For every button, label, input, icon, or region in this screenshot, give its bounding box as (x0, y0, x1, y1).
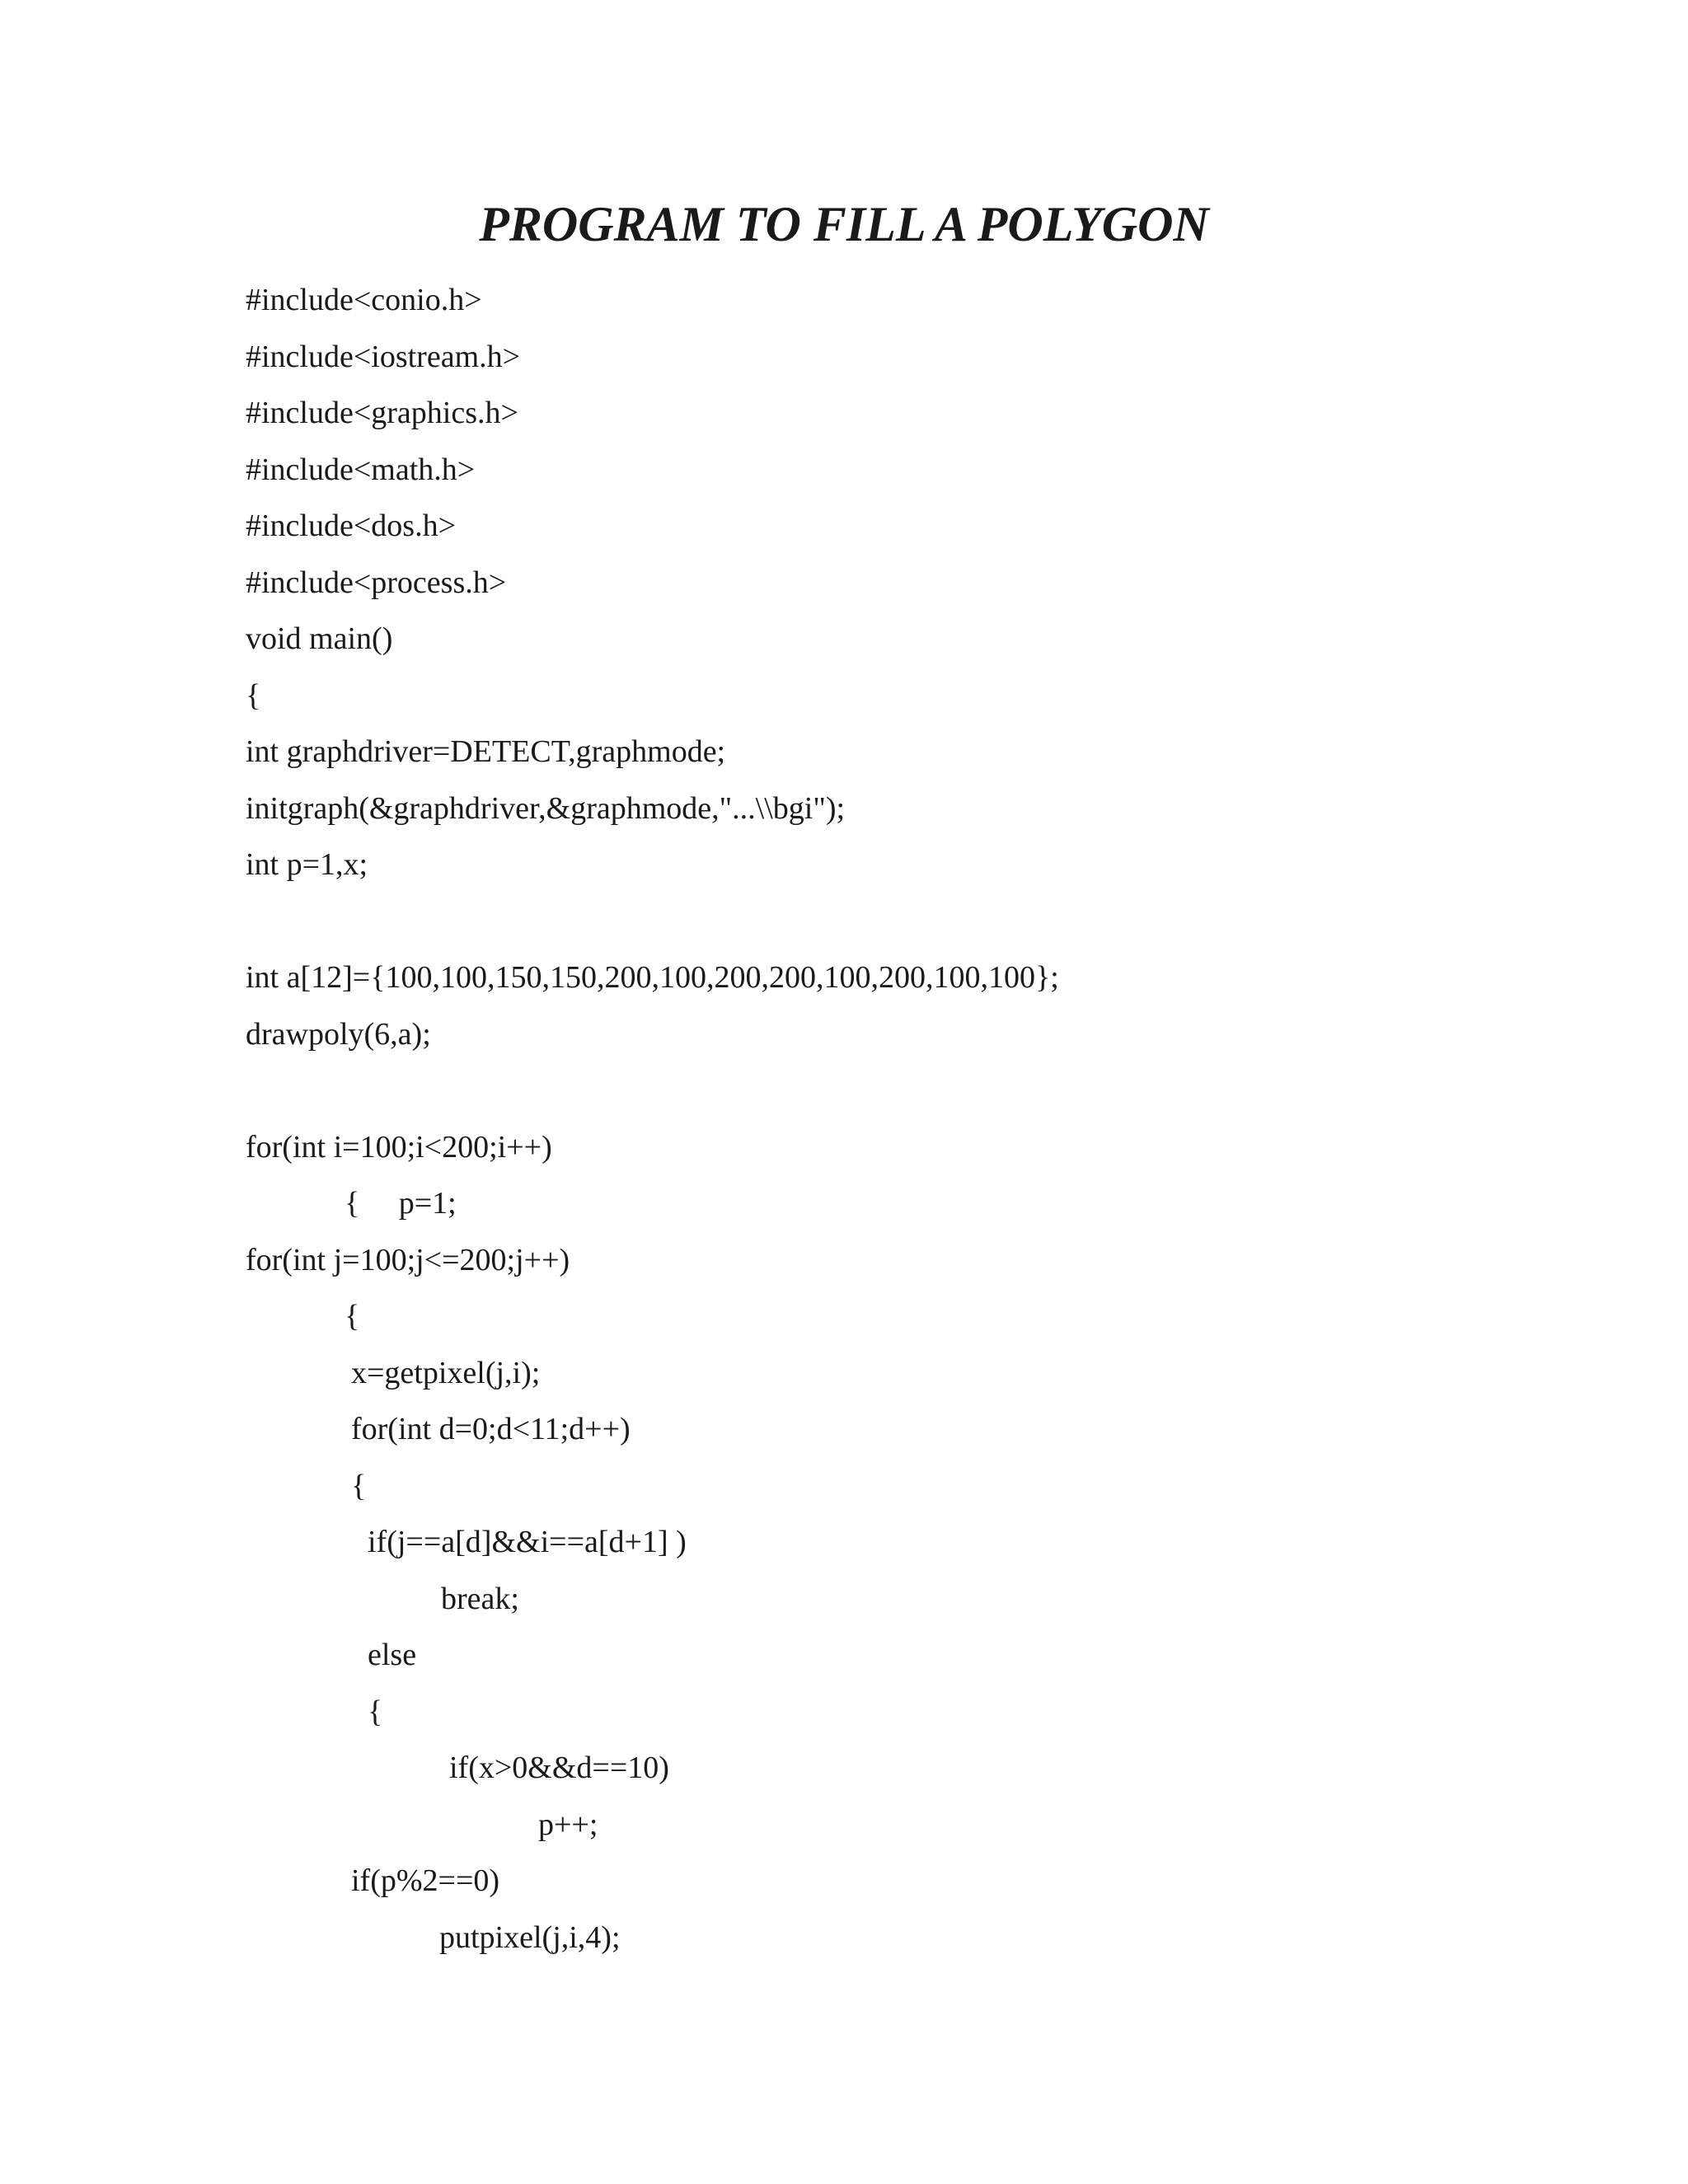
code-line: #include<conio.h> (246, 283, 482, 317)
code-line: #include<graphics.h> (246, 396, 518, 430)
code-line: int p=1,x; (246, 847, 368, 882)
code-line: x=getpixel(j,i); (351, 1356, 541, 1390)
code-line: { (368, 1694, 383, 1729)
code-line: putpixel(j,i,4); (439, 1920, 621, 1955)
code-line: void main() (246, 621, 393, 656)
code-line: { (345, 1299, 360, 1333)
code-line: if(j==a[d]&&i==a[d+1] ) (368, 1525, 687, 1559)
code-line: { (351, 1469, 367, 1503)
code-line: break; (441, 1582, 519, 1616)
code-line: for(int d=0;d<11;d++) (351, 1412, 631, 1446)
code-line: drawpoly(6,a); (246, 1017, 431, 1052)
code-line: int a[12]={100,100,150,150,200,100,200,200,100,200,100,100}; (246, 960, 1059, 995)
code-line: initgraph(&graphdriver,&graphmode,"...\\bgi"); (246, 791, 846, 826)
code-line: { (246, 678, 261, 713)
code-line: if(p%2==0) (351, 1863, 500, 1898)
code-line: else (368, 1638, 417, 1672)
code-line: for(int i=100;i<200;i++) (246, 1130, 552, 1165)
code-line: for(int j=100;j<=200;j++) (246, 1243, 570, 1277)
code-line: int graphdriver=DETECT,graphmode; (246, 734, 726, 769)
code-line: { p=1; (345, 1186, 457, 1221)
code-line: #include<process.h> (246, 565, 507, 600)
code-line: #include<dos.h> (246, 509, 456, 543)
code-line: p++; (538, 1807, 598, 1842)
code-line: if(x>0&&d==10) (449, 1750, 669, 1785)
code-line: #include<iostream.h> (246, 340, 521, 374)
page-title: PROGRAM TO FILL A POLYGON (479, 197, 1209, 251)
code-line: #include<math.h> (246, 452, 476, 487)
